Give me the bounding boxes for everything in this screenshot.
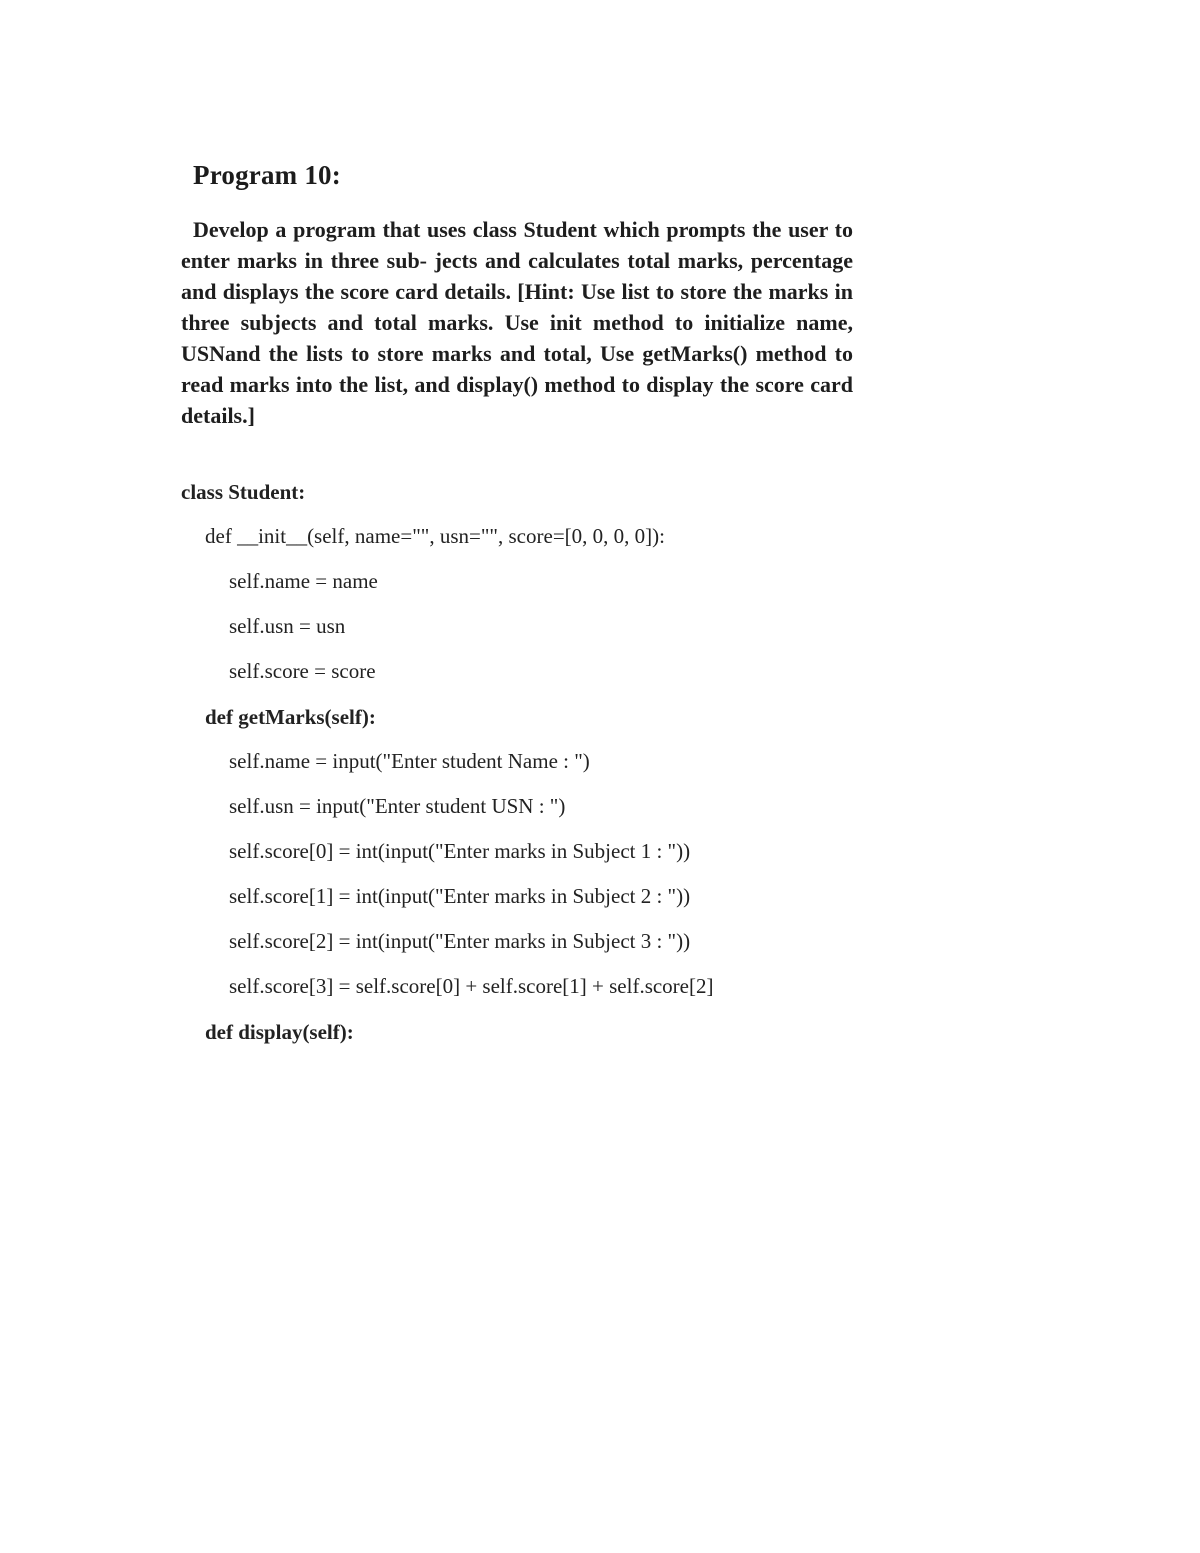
getmarks-definition: def getMarks(self): (205, 705, 376, 729)
code-line-input-subject2: self.score[1] = int(input("Enter marks in Subject 2 : ")) (229, 884, 691, 908)
code-line-input-name: self.name = input("Enter student Name : ") (229, 749, 590, 773)
code-line-input-subject3: self.score[2] = int(input("Enter marks in Subject 3 : ")) (229, 929, 691, 953)
code-line-input-usn: self.usn = input("Enter student USN : ") (229, 794, 566, 818)
display-definition: def display(self): (205, 1020, 354, 1044)
code-line-init-usn: self.usn = usn (229, 614, 346, 638)
init-definition: def __init__(self, name="", usn="", score=[0, 0, 0, 0]): (205, 524, 665, 548)
program-description: Develop a program that uses class Student which prompts the user to enter marks in three sub- jects and calculates total marks, percentage and displays the score card details. [Hint: Use list to store the marks in three subjects and total marks. Use init method to initialize name, USNand the lists to store marks and total, Use getMarks() method to read marks into the list, and display() method to display the score card details.] (181, 217, 853, 428)
program-heading: Program 10: (193, 160, 341, 190)
code-line-input-subject1: self.score[0] = int(input("Enter marks in Subject 1 : ")) (229, 839, 691, 863)
class-declaration: class Student: (181, 480, 306, 504)
code-line-init-name: self.name = name (229, 569, 378, 593)
code-line-total: self.score[3] = self.score[0] + self.score[1] + self.score[2] (229, 974, 714, 998)
code-line-init-score: self.score = score (229, 659, 376, 683)
